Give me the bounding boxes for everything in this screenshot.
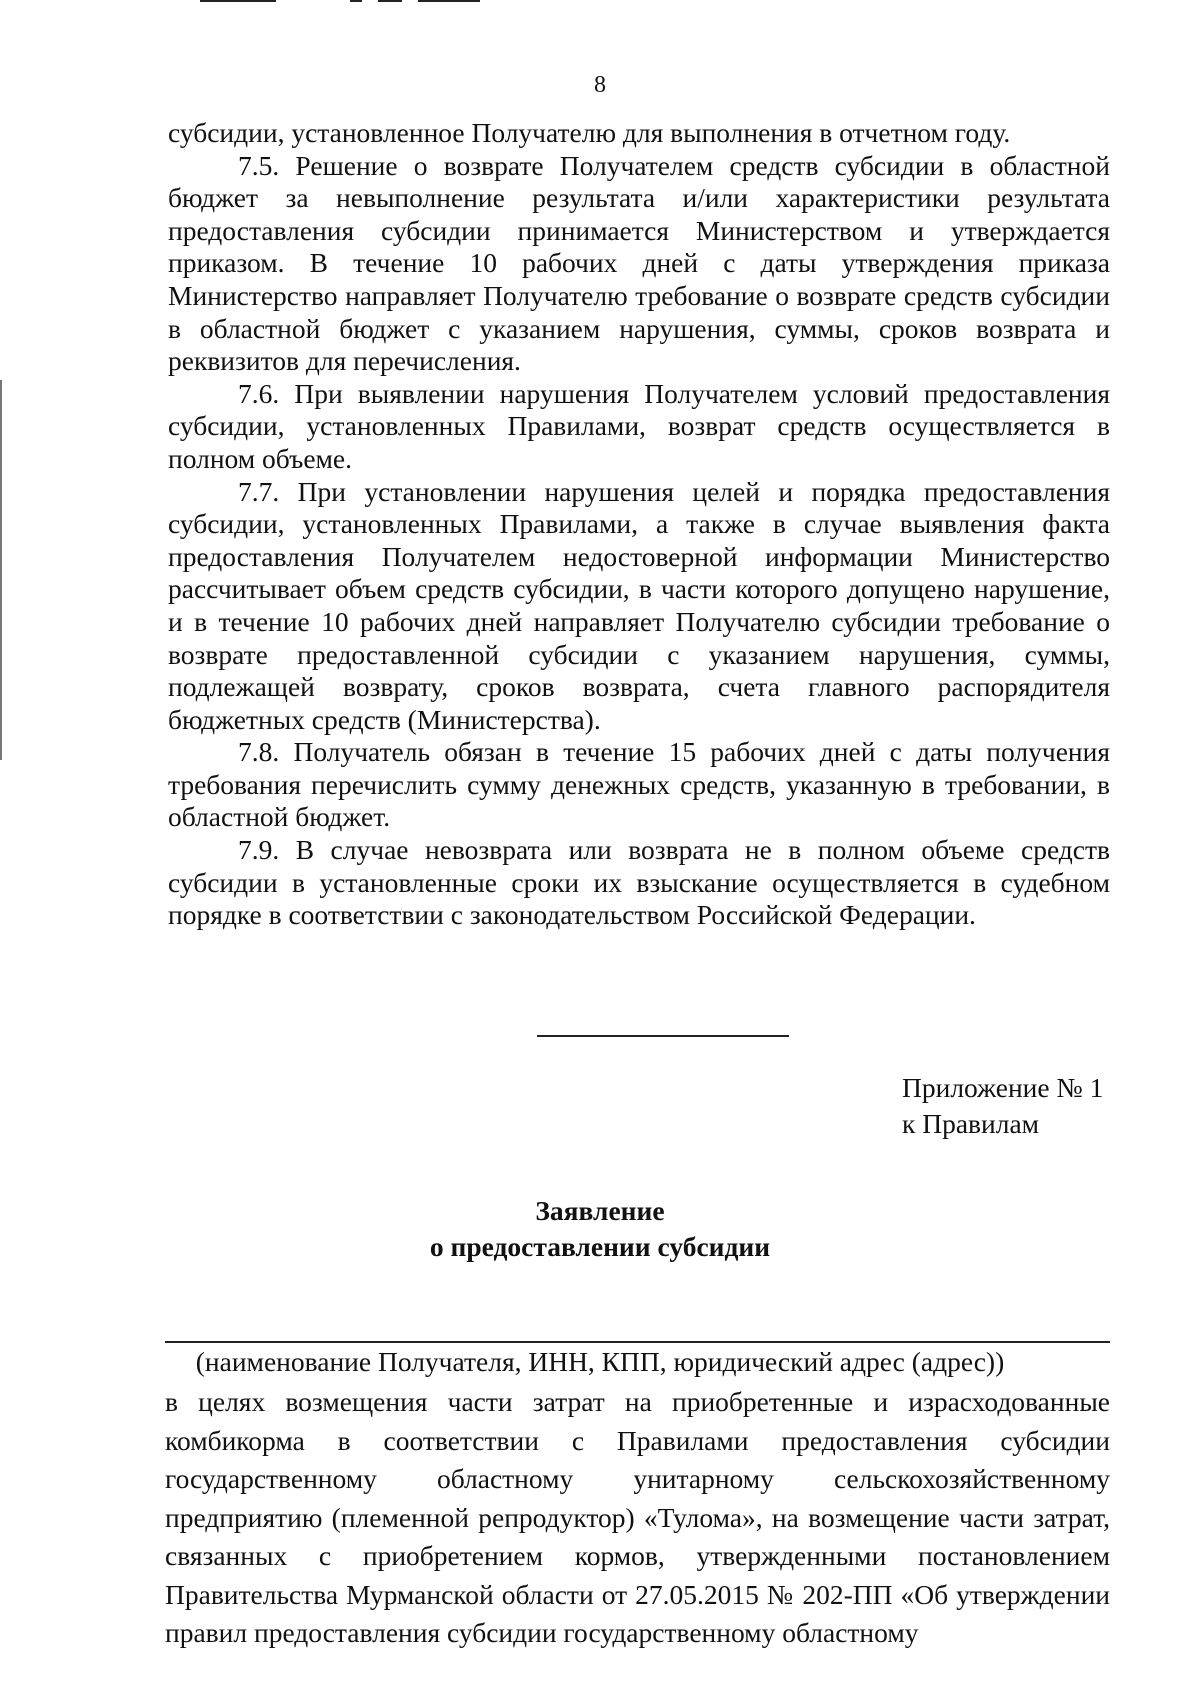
paragraph-7-8: 7.8. Получатель обязан в течение 15 рабочих дней с даты получения требования перечислить сумму денежных средств, указанную в требовании, в областной бюджет. <box>168 736 1110 833</box>
application-title-line-1: Заявление <box>535 1195 665 1226</box>
application-title <box>0 1193 1200 1265</box>
section-7-text <box>168 117 1110 932</box>
appendix-line-2: к Правилам <box>902 1108 1040 1139</box>
paragraph-7-5: 7.5. Решение о возврате Получателем средств субсидии в областной бюджет за невыполнение результата и/или характеристики результата предоставления субсидии принимается Министерством и утверждается приказом. В течение 10 рабочих дней с даты утверждения приказа Министерство направляет Получателю требование о возврате средств субсидии в областной бюджет с указанием нарушения, суммы, сроков возврата и реквизитов для перечисления. <box>168 149 1110 377</box>
application-title-line-2: о предоставлении субсидии <box>429 1231 771 1262</box>
application-body: в целях возмещения части затрат на приобретенные и израсходованные комбикорма в соответствии с Правилами предоставления субсидии государственному областному унитарному сельскохозяйственному предприятию (племенной репродуктор) «Тулома», на возмещение части затрат, связанных с приобретением кормов, утвержденными постановлением Правительства Мурманской области от 27.05.2015 № 202-ПП «Об утверждении правил предоставления субсидии государственному областному <box>165 1386 1110 1648</box>
paragraph-7-9: 7.9. В случае невозврата или возврата не в полном объеме средств субсидии в установленные сроки их взыскание осуществляется в судебном порядке в соответствии с законодательством Российской Федерации. <box>168 834 1110 931</box>
scan-mark-top-mid <box>350 0 362 2</box>
paragraph-7-7: 7.7. При установлении нарушения целей и порядка предоставления субсидии, установленных Правилами, а также в случае выявления факта предоставления Получателем недостоверной информации Министерство рассчитывает объем средств субсидии, в части которого допущено нарушение, и в течение 10 рабочих дней направляет Получателю субсидии требование о возврате предоставленной субсидии с указанием нарушения, суммы, подлежащей возврату, сроков возврата, счета главного распорядителя бюджетных средств (Министерства). <box>168 475 1110 735</box>
appendix-line-1: Приложение № 1 <box>902 1072 1104 1103</box>
scan-mark-top-mid2 <box>378 0 402 2</box>
applicant-fill-caption: (наименование Получателя, ИНН, КПП, юридический адрес (адрес)) <box>195 1346 1005 1377</box>
appendix-reference <box>902 1070 1103 1142</box>
scan-mark-top-right <box>418 0 480 2</box>
paragraph-7-6: 7.6. При выявлении нарушения Получателем условий предоставления субсидии, установленных Правилами, возврат средств осуществляется в полном объеме. <box>168 377 1110 474</box>
applicant-fill-line <box>165 1341 1110 1343</box>
scan-mark-top-left <box>200 0 276 2</box>
page-number: 8 <box>594 72 606 98</box>
paragraph-continuation: субсидии, установленное Получателю для выполнения в отчетном году. <box>168 117 1011 148</box>
scan-mark-left-edge <box>0 380 2 760</box>
section-divider <box>537 1035 789 1037</box>
